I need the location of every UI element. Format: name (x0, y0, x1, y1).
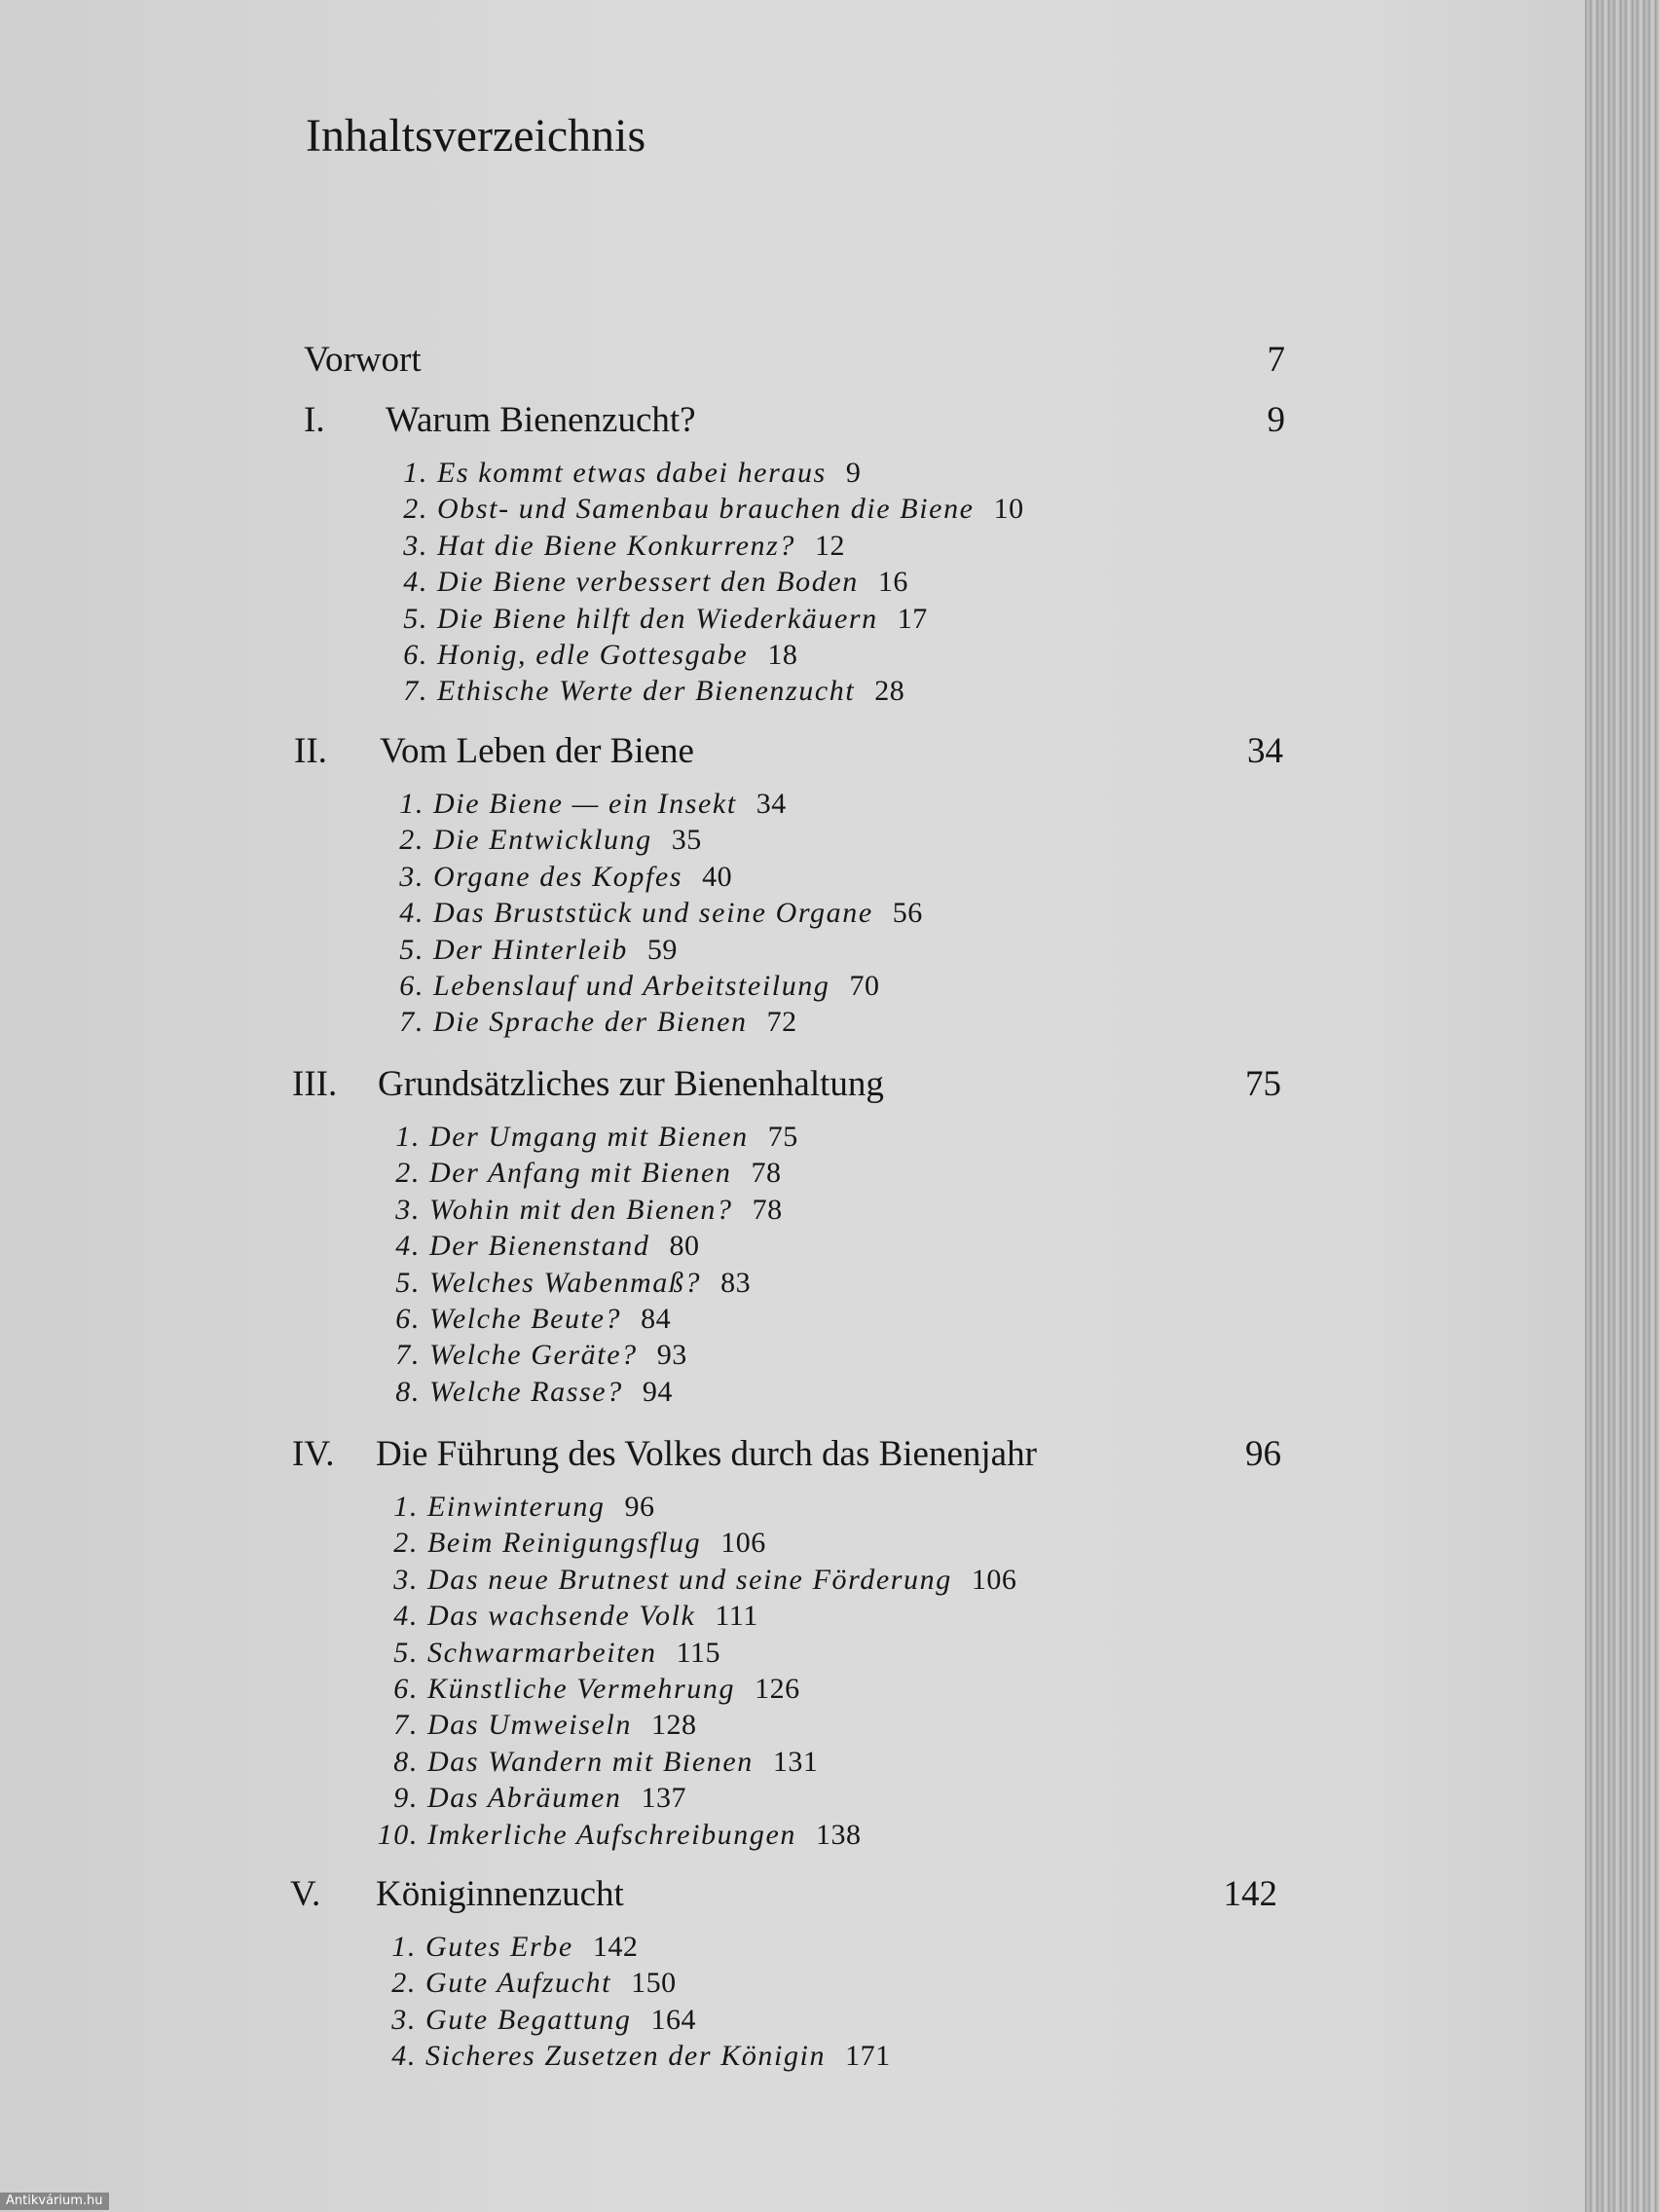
section-entry (0, 1490, 1585, 1526)
section-title: Der Bienenstand (429, 1230, 650, 1263)
section-number: 10. (377, 1818, 419, 1851)
section-page-number: 150 (631, 1967, 677, 2000)
section-list (0, 1120, 1585, 1411)
section-entry (0, 1745, 1585, 1781)
chapter-numeral: V. (290, 1874, 321, 1914)
section-entry (0, 1005, 1585, 1041)
section-title: Imkerliche Aufschreibungen (427, 1818, 796, 1851)
section-title: Gutes Erbe (425, 1931, 573, 1963)
chapter-page-number: 75 (1245, 1064, 1281, 1104)
preface-row (0, 337, 1585, 395)
chapter (0, 728, 1585, 1042)
section-number: 2. (403, 493, 428, 526)
section-page-number: 35 (671, 824, 702, 857)
section-page-number: 138 (816, 1818, 862, 1851)
section-list (0, 1490, 1585, 1854)
section-entry (0, 1672, 1585, 1708)
section-page-number: 137 (641, 1782, 686, 1815)
section-number: 2. (391, 1967, 417, 2000)
section-number: 4. (395, 1230, 421, 1263)
section-entry (0, 1708, 1585, 1744)
chapter-numeral: III. (292, 1064, 338, 1104)
section-page-number: 16 (877, 566, 908, 599)
section-number: 1. (403, 457, 428, 489)
section-entry (0, 823, 1585, 859)
section-title: Die Sprache der Bienen (433, 1006, 748, 1039)
section-title: Welche Rasse? (429, 1375, 623, 1408)
section-title: Welches Wabenmaß? (429, 1266, 702, 1299)
section-number: 2. (395, 1157, 421, 1190)
section-entry (0, 1193, 1585, 1229)
section-entry (0, 674, 1585, 710)
section-title: Einwinterung (427, 1491, 606, 1523)
section-page-number: 78 (752, 1193, 783, 1226)
section-number: 4. (399, 897, 424, 930)
section-entry (0, 896, 1585, 932)
chapter-title: Grundsätzliches zur Bienenhaltung (378, 1064, 884, 1104)
chapter-heading (0, 397, 1585, 456)
section-title: Welche Beute? (429, 1302, 622, 1335)
section-page-number: 93 (656, 1339, 687, 1372)
section-page-number: 164 (650, 2003, 697, 2036)
section-page-number: 128 (650, 1709, 697, 1742)
section-number: 9. (393, 1782, 419, 1815)
section-number: 3. (399, 860, 424, 893)
section-entry (0, 529, 1585, 565)
section-list (0, 1930, 1585, 2076)
section-page-number: 131 (772, 1745, 819, 1778)
section-entry (0, 1229, 1585, 1265)
section-entry (0, 602, 1585, 638)
section-entry (0, 1599, 1585, 1635)
section-page-number: 111 (715, 1600, 758, 1633)
section-page-number: 72 (766, 1006, 797, 1039)
section-page-number: 171 (845, 2040, 891, 2073)
section-number: 5. (393, 1636, 419, 1669)
chapter (0, 397, 1585, 711)
section-title: Die Biene hilft den Wiederkäuern (437, 602, 878, 635)
section-list (0, 787, 1585, 1042)
section-entry (0, 1818, 1585, 1854)
watermark: Antikvárium.hu (0, 2193, 109, 2210)
section-page-number: 70 (849, 969, 880, 1002)
section-number: 1. (395, 1121, 421, 1153)
preface-page: 7 (1267, 340, 1285, 380)
chapter (0, 1431, 1585, 1854)
section-page-number: 80 (669, 1230, 700, 1263)
section-entry (0, 1120, 1585, 1156)
section-number: 4. (403, 566, 428, 599)
section-number: 1. (399, 788, 424, 820)
section-entry (0, 2003, 1585, 2039)
section-title: Wohin mit den Bienen? (429, 1193, 733, 1226)
section-entry (0, 1338, 1585, 1374)
chapter-page-number: 9 (1267, 400, 1285, 440)
section-page-number: 56 (892, 897, 923, 930)
chapter-numeral: IV. (292, 1434, 335, 1474)
section-title: Das neue Brutnest und seine Förderung (427, 1563, 952, 1596)
section-number: 7. (403, 675, 428, 708)
section-number: 6. (393, 1672, 419, 1705)
section-number: 4. (393, 1600, 419, 1633)
section-page-number: 18 (767, 638, 798, 671)
page-stack-edge (1585, 0, 1659, 2212)
section-entry (0, 787, 1585, 823)
section-page-number: 17 (897, 602, 928, 635)
section-number: 3. (393, 1563, 419, 1596)
section-entry (0, 1563, 1585, 1599)
section-number: 6. (403, 638, 428, 671)
section-page-number: 142 (592, 1931, 639, 1963)
section-number: 5. (403, 602, 428, 635)
section-title: Organe des Kopfes (433, 860, 683, 893)
chapter-title: Vom Leben der Biene (380, 731, 694, 771)
section-title: Gute Begattung (425, 2003, 632, 2036)
section-entry (0, 2039, 1585, 2075)
section-number: 5. (395, 1266, 421, 1299)
section-title: Ethische Werte der Bienenzucht (437, 675, 856, 708)
section-entry (0, 933, 1585, 969)
section-number: 3. (391, 2003, 417, 2036)
section-number: 5. (399, 933, 424, 966)
section-title: Künstliche Vermehrung (427, 1672, 736, 1705)
preface-label: Vorwort (304, 340, 422, 380)
section-title: Der Anfang mit Bienen (429, 1157, 732, 1190)
section-title: Das Wandern mit Bienen (427, 1745, 754, 1778)
section-entry (0, 1302, 1585, 1338)
section-title: Honig, edle Gottesgabe (437, 638, 749, 671)
section-title: Das Bruststück und seine Organe (433, 897, 873, 930)
section-number: 7. (395, 1339, 421, 1372)
section-page-number: 75 (767, 1121, 798, 1153)
section-page-number: 126 (755, 1672, 800, 1705)
chapter-page-number: 34 (1247, 731, 1283, 771)
section-number: 1. (391, 1931, 417, 1963)
section-title: Sicheres Zusetzen der Königin (425, 2040, 827, 2073)
section-title: Das wachsende Volk (427, 1600, 696, 1633)
section-title: Die Biene — ein Insekt (433, 788, 737, 820)
chapter-numeral: II. (294, 731, 327, 771)
page-title: Inhaltsverzeichnis (306, 110, 646, 162)
section-page-number: 83 (720, 1266, 752, 1299)
section-number: 2. (399, 824, 424, 857)
section-page-number: 106 (720, 1527, 766, 1560)
chapter-numeral: I. (304, 400, 325, 440)
section-page-number: 40 (702, 860, 733, 893)
section-page-number: 10 (993, 493, 1024, 526)
section-entry (0, 492, 1585, 528)
section-title: Der Umgang mit Bienen (429, 1121, 749, 1153)
section-entry (0, 1930, 1585, 1966)
section-title: Das Abräumen (427, 1782, 622, 1815)
section-number: 7. (393, 1709, 419, 1742)
section-entry (0, 565, 1585, 601)
section-number: 3. (403, 529, 428, 562)
section-number: 7. (399, 1006, 424, 1039)
chapter (0, 1061, 1585, 1411)
section-page-number: 78 (751, 1157, 782, 1190)
section-page-number: 59 (646, 933, 678, 966)
section-entry (0, 1375, 1585, 1411)
section-title: Das Umweiseln (427, 1709, 632, 1742)
section-entry (0, 456, 1585, 492)
chapter-heading (0, 1871, 1585, 1930)
section-number: 3. (395, 1193, 421, 1226)
section-number: 6. (399, 969, 424, 1002)
section-page-number: 28 (874, 675, 905, 708)
section-number: 8. (393, 1745, 419, 1778)
section-entry (0, 1966, 1585, 2002)
chapter (0, 1871, 1585, 2076)
section-page-number: 106 (971, 1563, 1017, 1596)
section-page-number: 12 (815, 529, 845, 562)
chapter-title: Warum Bienenzucht? (386, 400, 696, 440)
chapter-heading (0, 728, 1585, 787)
section-title: Beim Reinigungsflug (427, 1527, 702, 1560)
section-list (0, 456, 1585, 711)
chapter-title: Königinnenzucht (376, 1874, 624, 1914)
section-entry (0, 1156, 1585, 1192)
chapter-heading (0, 1061, 1585, 1120)
section-number: 1. (393, 1491, 419, 1523)
chapter-page-number: 96 (1245, 1434, 1281, 1474)
section-entry (0, 860, 1585, 896)
section-entry (0, 969, 1585, 1005)
chapter-heading (0, 1431, 1585, 1490)
section-number: 2. (393, 1527, 419, 1560)
section-title: Es kommt etwas dabei heraus (437, 457, 827, 489)
section-title: Welche Geräte? (429, 1339, 638, 1372)
section-page-number: 96 (624, 1491, 655, 1523)
section-page-number: 9 (845, 457, 862, 489)
chapter-title: Die Führung des Volkes durch das Bienenjahr (376, 1434, 1037, 1474)
section-title: Gute Aufzucht (425, 1967, 612, 2000)
section-page-number: 84 (641, 1302, 672, 1335)
section-title: Hat die Biene Konkurrenz? (437, 529, 795, 562)
section-number: 6. (395, 1302, 421, 1335)
section-entry (0, 1781, 1585, 1817)
section-number: 4. (391, 2040, 417, 2073)
chapter-page-number: 142 (1223, 1874, 1277, 1914)
section-entry (0, 1526, 1585, 1562)
section-title: Obst- und Samenbau brauchen die Biene (437, 493, 975, 526)
section-title: Der Hinterleib (433, 933, 628, 966)
section-page-number: 94 (642, 1375, 673, 1408)
section-title: Lebenslauf und Arbeitsteilung (433, 969, 830, 1002)
section-title: Die Biene verbessert den Boden (437, 566, 859, 599)
section-page-number: 115 (676, 1636, 721, 1669)
section-title: Die Entwicklung (433, 824, 652, 857)
section-entry (0, 1636, 1585, 1672)
section-entry (0, 1266, 1585, 1302)
section-number: 8. (395, 1375, 421, 1408)
section-title: Schwarmarbeiten (427, 1636, 657, 1669)
section-page-number: 34 (756, 788, 787, 820)
section-entry (0, 638, 1585, 674)
